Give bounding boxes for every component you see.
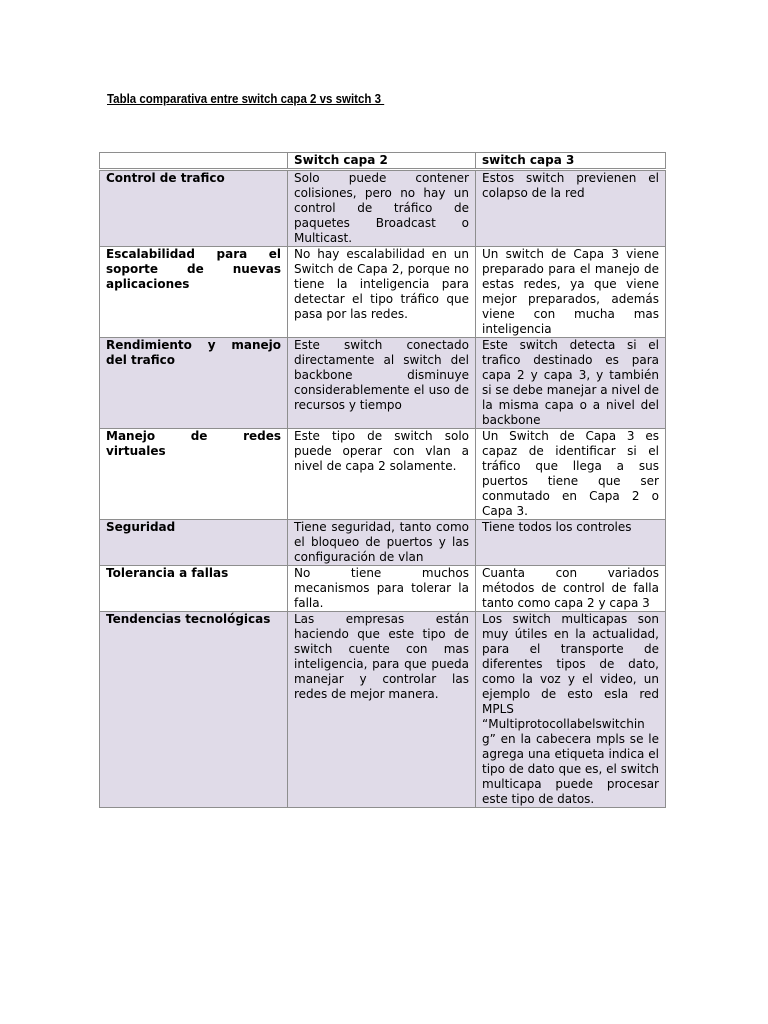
- header-empty-cell: [100, 153, 288, 170]
- capa2-cell: Las empresas están haciendo que este tipo de switch cuente con mas inteligencia, para que pueda manejar y controlar las redes de mejor manera.: [288, 612, 476, 808]
- row-label: Control de trafico: [100, 170, 288, 247]
- table-row: [100, 429, 666, 520]
- row-label: Tolerancia a fallas: [100, 566, 288, 612]
- row-label: Rendimiento y manejo del trafico: [100, 338, 288, 429]
- table-row: [100, 566, 666, 612]
- header-switch-capa-3: switch capa 3: [476, 153, 666, 170]
- table-row: [100, 520, 666, 566]
- capa3-cell: Tiene todos los controles: [476, 520, 666, 566]
- capa2-cell: Tiene seguridad, tanto como el bloqueo de puertos y las configuración de vlan: [288, 520, 476, 566]
- capa2-cell: No hay escalabilidad en un Switch de Capa 2, porque no tiene la inteligencia para detectar el tipo tráfico que pasa por las redes.: [288, 247, 476, 338]
- row-label: Tendencias tecnológicas: [100, 612, 288, 808]
- row-label: Escalabilidad para el soporte de nuevas aplicaciones: [100, 247, 288, 338]
- capa3-cell: Estos switch previenen el colapso de la red: [476, 170, 666, 247]
- table-row: [100, 612, 666, 808]
- capa2-cell: Este tipo de switch solo puede operar con vlan a nivel de capa 2 solamente.: [288, 429, 476, 520]
- table-header-row: [100, 153, 666, 170]
- comparison-table: [99, 152, 666, 808]
- capa3-cell: Un Switch de Capa 3 es capaz de identificar si el tráfico que llega a sus puertos tiene que ser conmutado en Capa 2 o Capa 3.: [476, 429, 666, 520]
- capa2-cell: Solo puede contener colisiones, pero no hay un control de tráfico de paquetes Broadcast o Multicast.: [288, 170, 476, 247]
- capa2-cell: No tiene muchos mecanismos para tolerar la falla.: [288, 566, 476, 612]
- header-switch-capa-2: Switch capa 2: [288, 153, 476, 170]
- table-row: [100, 338, 666, 429]
- table-row: [100, 170, 666, 247]
- capa3-cell: Un switch de Capa 3 viene preparado para el manejo de estas redes, ya que viene mejor preparados, además viene con mucha mas inteligencia: [476, 247, 666, 338]
- page-title: Tabla comparativa entre switch capa 2 vs switch 3: [107, 92, 385, 106]
- capa3-cell: Los switch multicapas son muy útiles en la actualidad, para el transporte de diferentes tipos de dato, como la voz y el video, un ejemplo de esto esla red MPLS “Multiprotocollabelswitchin g” en la cabecera mpls se le agrega una etiqueta indica el tipo de dato que es, el switch multicapa puede procesar este tipo de datos.: [476, 612, 666, 808]
- row-label: Seguridad: [100, 520, 288, 566]
- capa3-cell: Cuanta con variados métodos de control de falla tanto como capa 2 y capa 3: [476, 566, 666, 612]
- row-label: Manejo de redes virtuales: [100, 429, 288, 520]
- capa3-cell: Este switch detecta si el trafico destinado es para capa 2 y capa 3, y también si se debe manejar a nivel de la misma capa o a nivel del backbone: [476, 338, 666, 429]
- capa2-cell: Este switch conectado directamente al switch del backbone disminuye considerablemente el uso de recursos y tiempo: [288, 338, 476, 429]
- table-row: [100, 247, 666, 338]
